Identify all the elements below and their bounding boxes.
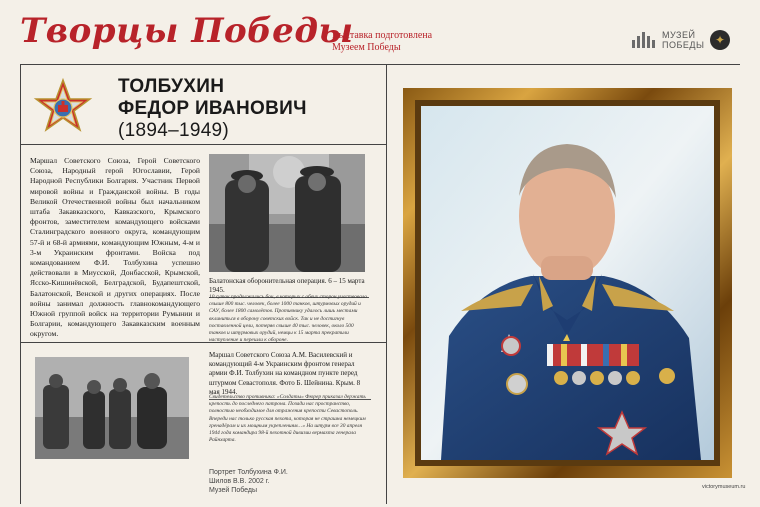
photo2-caption: Маршал Советского Союза А.М. Василевский и командующий 4-м Украинским фронтом генерал армии Ф.И. Толбухин на командном пункте перед штурмом Севастополя. Фото Б. Шейнина. Крым. 8 мая 1944.: [209, 351, 371, 400]
divider: [20, 64, 386, 65]
divider: [386, 64, 387, 504]
given-names: ФЕДОР ИВАНОВИЧ: [118, 98, 307, 119]
surname: ТОЛБУХИН: [118, 76, 225, 97]
museum-logo: МУЗЕЙ ПОБЕДЫ: [632, 30, 704, 50]
portrait-frame: [403, 88, 732, 478]
portrait-credit: Портрет Толбухина Ф.И. Шилов В.В. 2002 г. Музей Победы: [209, 469, 288, 494]
order-of-victory-icon: [30, 78, 96, 138]
life-years: (1894–1949): [118, 120, 230, 141]
divider: [20, 64, 21, 504]
coat-of-arms-icon: ✦: [710, 30, 730, 50]
portrait-marshal-tolbukhin: [421, 106, 714, 460]
photo1-note: 10 суток продолжались бои, в которых с обеих сторон участвовало свыше 800 тыс. человек, более 1000 танков, штурмовых орудий и САУ, более 1800 самолётов. Противнику удалось лишь местами вклиниться в оборону советских войск. Так и не достигнув поставленной цели, потеряв свыше 40 тыс. человек, около 500 танков и штурмовых орудий, немцы к 15 марта прекратили наступление и перешли к обороне.: [209, 294, 367, 344]
biography-text: Маршал Советского Союза, Герой Советского Союза, Народный герой Югославии, Герой Народной Республики Болгария. Участник Первой мировой войны и Гражданской войны. В годы Великой Отечественной войны был начальником штаба Закавказского, Кавказского, Крымского фронтов, заместителем командующего войсками Сталинградского военного округа, командующим 57-й и 68-й армиями, командующим Южным, 4-м и 3-м Украинским фронтами. Войска под командованием Ф.И. Толбухина успешно действовали в Миусской, Донбасской, Крымской, Ясско-Кишинёвской, Белградской, Будапештской, Балатонской, Венской и других операциях. После войны занимал должность главнокомандующего Южной группой войск на территории Румынии и Болгарии, командующего Закавказским военным округом.: [30, 156, 200, 339]
photo-command-post-sevastopol: [35, 357, 189, 459]
museum-building-icon: [632, 32, 658, 48]
person-name: [118, 76, 307, 142]
photo-balaton-operation: [209, 154, 365, 272]
exhibition-subtitle: Выставка подготовлена Музеем Победы: [332, 30, 433, 53]
photo1-caption: Балатонская оборонительная операция. 6 – 15 марта 1945.: [209, 277, 369, 298]
photo2-note: Свидетельство противника: «Солдаты» Фюрер приказал держать крепость до последнего патрона. Позади нас пространство, полностью необходимое для отражения крепости Севастополь. Впереди нас только русская пехота, которая не страшна немецким гренадёрам и их мощным укреплениям…» На штурм все 30 апреля 1944 года командира 98-й пехотной дивизии вермахта генерала Райнхарта.: [209, 394, 366, 444]
divider: [386, 64, 740, 65]
exhibition-title: Творцы Победы: [20, 11, 354, 51]
website: victorymuseum.ru: [702, 484, 746, 490]
divider: [20, 144, 386, 145]
